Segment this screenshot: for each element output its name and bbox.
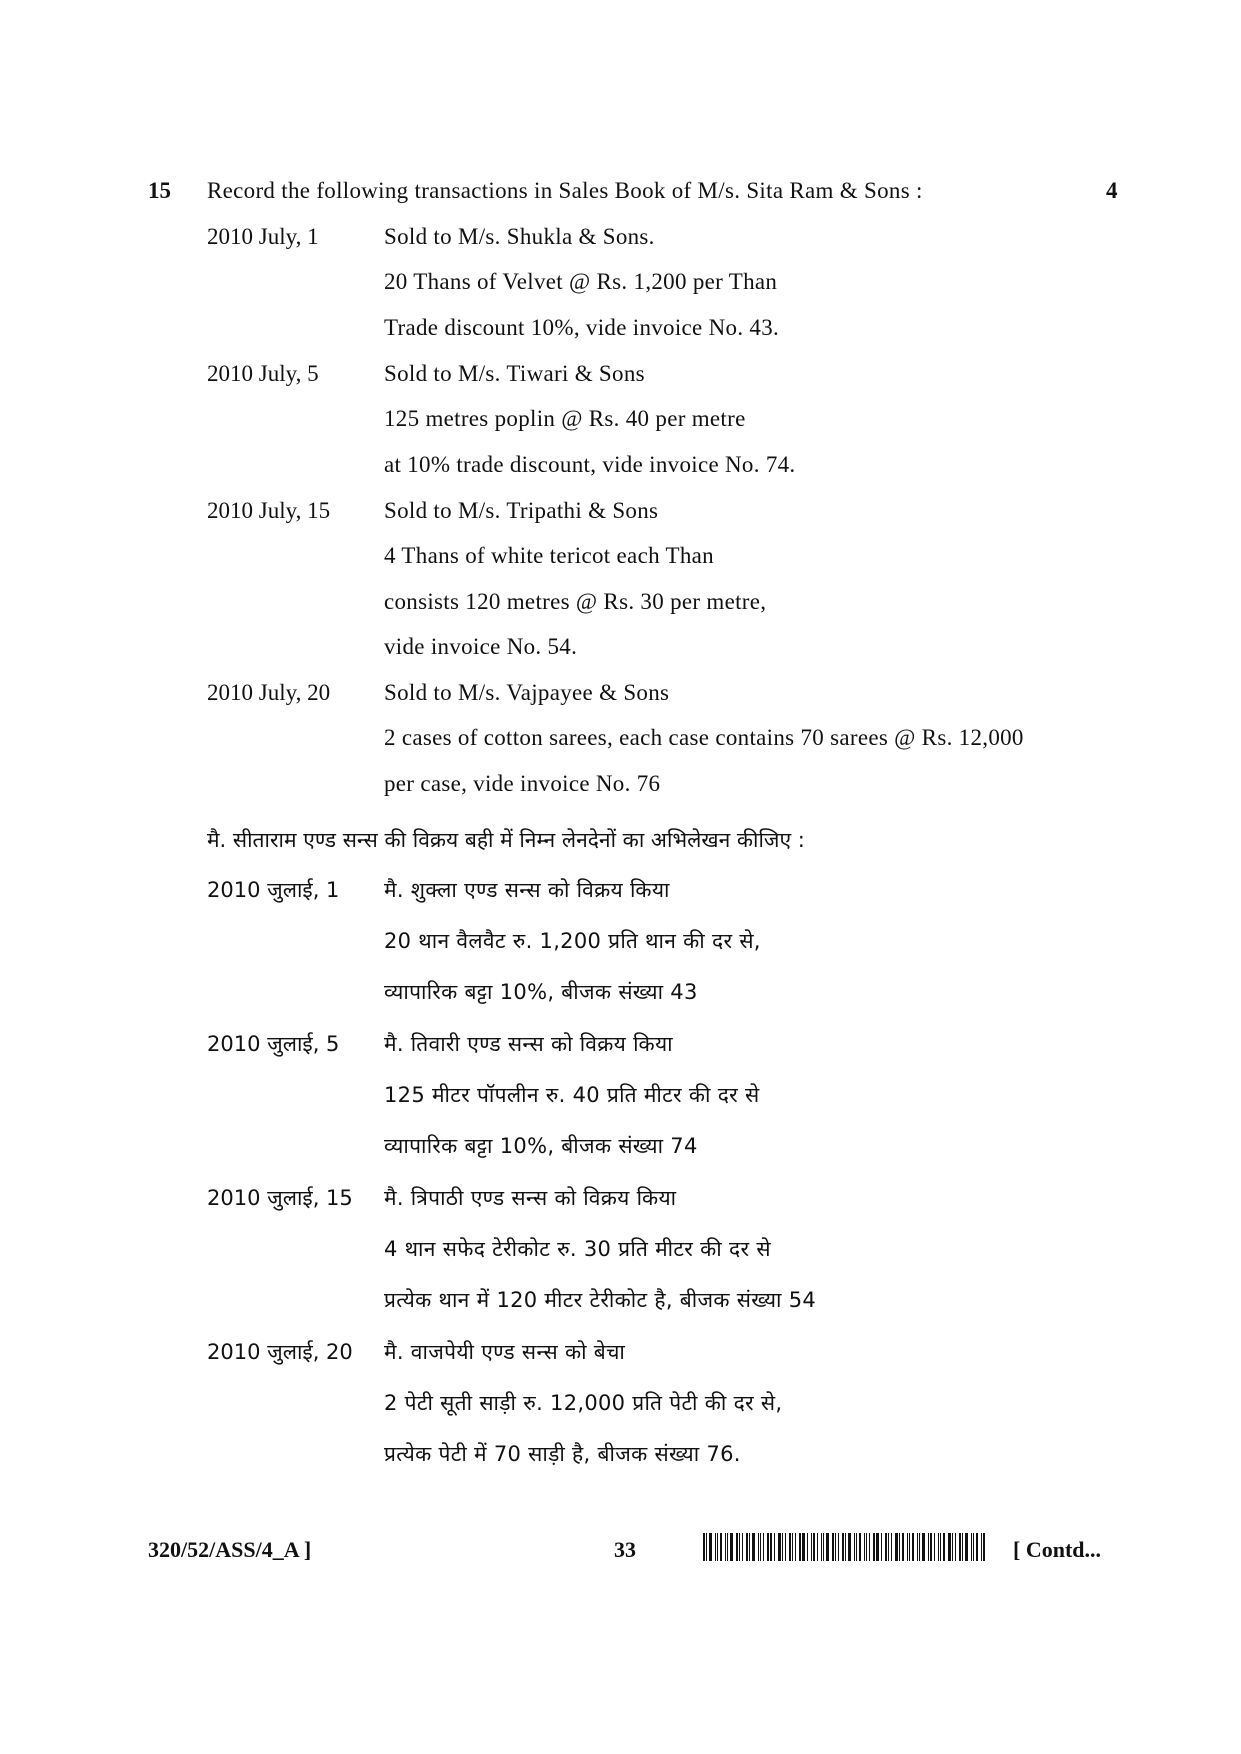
entry-line: vide invoice No. 54. [384,634,578,659]
entry-line: Sold to M/s. Shukla & Sons. [384,224,655,249]
entry-date: 2010 जुलाई, 20 [207,1340,353,1364]
barcode-bar [725,1533,726,1561]
barcode-bar [795,1533,796,1561]
barcode-bar [955,1533,956,1561]
barcode-bar [895,1533,898,1561]
barcode-bar [715,1533,716,1561]
question-number: 15 [148,178,171,203]
barcode-bar [730,1533,733,1561]
barcode-bar [802,1533,805,1561]
barcode-bar [720,1533,722,1561]
barcode-bar [785,1533,786,1561]
barcode-bar [746,1533,748,1561]
barcode-bar [909,1533,910,1561]
entry-line: मै. त्रिपाठी एण्ड सन्स को विक्रय किया [384,1186,677,1210]
entry-line: प्रत्येक पेटी में 70 साड़ी है, बीजक संख्या 76. [384,1442,741,1466]
continued-label: [ Contd... [1013,1537,1102,1562]
entry-date: 2010 July, 5 [207,361,319,386]
barcode-bar [813,1533,815,1561]
barcode-bar [866,1533,867,1561]
page-number: 33 [614,1537,636,1562]
entry-line: Sold to M/s. Vajpayee & Sons [384,680,670,705]
entry-line: per case, vide invoice No. 76 [384,771,661,796]
barcode-bar [938,1533,939,1561]
barcode-bar [983,1533,985,1561]
barcode-bar [709,1533,712,1561]
barcode-bar [856,1533,857,1561]
entry-line: 20 Thans of Velvet @ Rs. 1,200 per Than [384,269,778,294]
barcode-bar [758,1533,759,1561]
barcode-bar [842,1533,844,1561]
entry-line: मै. तिवारी एण्ड सन्स को विक्रय किया [384,1032,673,1056]
barcode-bar [854,1533,855,1561]
barcode-bar [821,1533,822,1561]
barcode-bar [971,1533,972,1561]
entry-line: Sold to M/s. Tripathi & Sons [384,498,659,523]
barcode-bar [782,1533,783,1561]
barcode-bar [922,1533,925,1561]
barcode-bar [976,1533,978,1561]
barcode-bar [760,1533,761,1561]
barcode-bar [885,1533,887,1561]
barcode-bar [717,1533,718,1561]
barcode-bar [899,1533,900,1561]
barcode-bar [799,1533,801,1561]
question-marks: 4 [1106,178,1118,203]
barcode-bar [811,1533,812,1561]
barcode-bar [952,1533,953,1561]
entry-line: Sold to M/s. Tiwari & Sons [384,361,645,386]
barcode-bar [703,1533,705,1561]
barcode-bar [792,1533,793,1561]
barcode-bar [838,1533,839,1561]
barcode-bar [774,1533,775,1561]
barcode-bar [919,1533,920,1561]
barcode-bar [770,1533,772,1561]
hindi-intro: मै. सीताराम एण्ड सन्स की विक्रय बही में निम्न लेनदेनों का अभिलेखन कीजिए : [207,828,805,852]
barcode-bar [789,1533,791,1561]
entry-line: मै. शुक्ला एण्ड सन्स को विक्रय किया [384,878,670,902]
barcode-bar [817,1533,818,1561]
barcode-bar [869,1533,870,1561]
barcode-bar [823,1533,824,1561]
barcode-bar [881,1533,882,1561]
barcode-bar [752,1533,755,1561]
barcode-bar [736,1533,738,1561]
barcode-icon [703,1533,1003,1561]
barcode-bar [928,1533,929,1561]
barcode-bar [832,1533,834,1561]
barcode-bar [778,1533,781,1561]
barcode-bar [848,1533,851,1561]
barcode-bar [912,1533,914,1561]
barcode-bar [749,1533,750,1561]
barcode-bar [930,1533,932,1561]
barcode-bar [876,1533,879,1561]
entry-date: 2010 July, 15 [207,498,331,523]
barcode-bar [959,1533,961,1561]
barcode-bar [742,1533,743,1561]
entry-line: 125 metres poplin @ Rs. 40 per metre [384,406,746,431]
barcode-bar [706,1533,707,1561]
entry-line: 125 मीटर पॉपलीन रु. 40 प्रति मीटर की दर से [384,1083,760,1107]
barcode-bar [981,1533,982,1561]
entry-line: प्रत्येक थान में 120 मीटर टेरीकोट है, बीजक संख्या 54 [384,1288,817,1312]
entry-line: व्यापारिक बट्टा 10%, बीजक संख्या 43 [384,980,698,1004]
barcode-bar [763,1533,764,1561]
barcode-bar [727,1533,728,1561]
entry-line: at 10% trade discount, vide invoice No. 74. [384,452,796,477]
barcode-bar [767,1533,769,1561]
entry-line: व्यापारिक बट्टा 10%, बीजक संख्या 74 [384,1134,698,1158]
barcode-bar [965,1533,968,1561]
entry-date: 2010 जुलाई, 1 [207,878,340,902]
barcode-bar [948,1533,951,1561]
barcode-bar [934,1533,935,1561]
entry-line: 2 cases of cotton sarees, each case contains 70 sarees @ Rs. 12,000 [384,725,1024,750]
barcode-bar [835,1533,836,1561]
barcode-bar [807,1533,808,1561]
entry-line: 4 थान सफेद टेरीकोट रु. 30 प्रति मीटर की दर से [384,1237,771,1261]
barcode-bar [891,1533,892,1561]
barcode-bar [943,1533,945,1561]
entry-line: consists 120 metres @ Rs. 30 per metre, [384,589,767,614]
barcode-bar [739,1533,740,1561]
paper-code: 320/52/ASS/4_A ] [148,1537,312,1562]
barcode-bar [902,1533,904,1561]
barcode-bar [845,1533,846,1561]
barcode-bar [940,1533,941,1561]
entry-date: 2010 जुलाई, 5 [207,1032,340,1056]
barcode-bar [917,1533,918,1561]
barcode-bar [962,1533,963,1561]
entry-line: 20 थान वैलवैट रु. 1,200 प्रति थान की दर से, [384,929,761,953]
entry-date: 2010 जुलाई, 15 [207,1186,353,1210]
entry-date: 2010 July, 20 [207,680,331,705]
barcode-bar [973,1533,974,1561]
barcode-bar [826,1533,829,1561]
barcode-bar [888,1533,889,1561]
entry-line: मै. वाजपेयी एण्ड सन्स को बेचा [384,1340,626,1364]
entry-line: 4 Thans of white tericot each Than [384,543,714,568]
entry-line: Trade discount 10%, vide invoice No. 43. [384,315,780,340]
entry-date: 2010 July, 1 [207,224,319,249]
entry-line: 2 पेटी सूती साड़ी रु. 12,000 प्रति पेटी की दर से, [384,1391,783,1415]
question-text: Record the following transactions in Sales Book of M/s. Sita Ram & Sons : [207,178,923,203]
barcode-bar [859,1533,861,1561]
barcode-bar [873,1533,875,1561]
barcode-bar [864,1533,865,1561]
barcode-bar [907,1533,908,1561]
